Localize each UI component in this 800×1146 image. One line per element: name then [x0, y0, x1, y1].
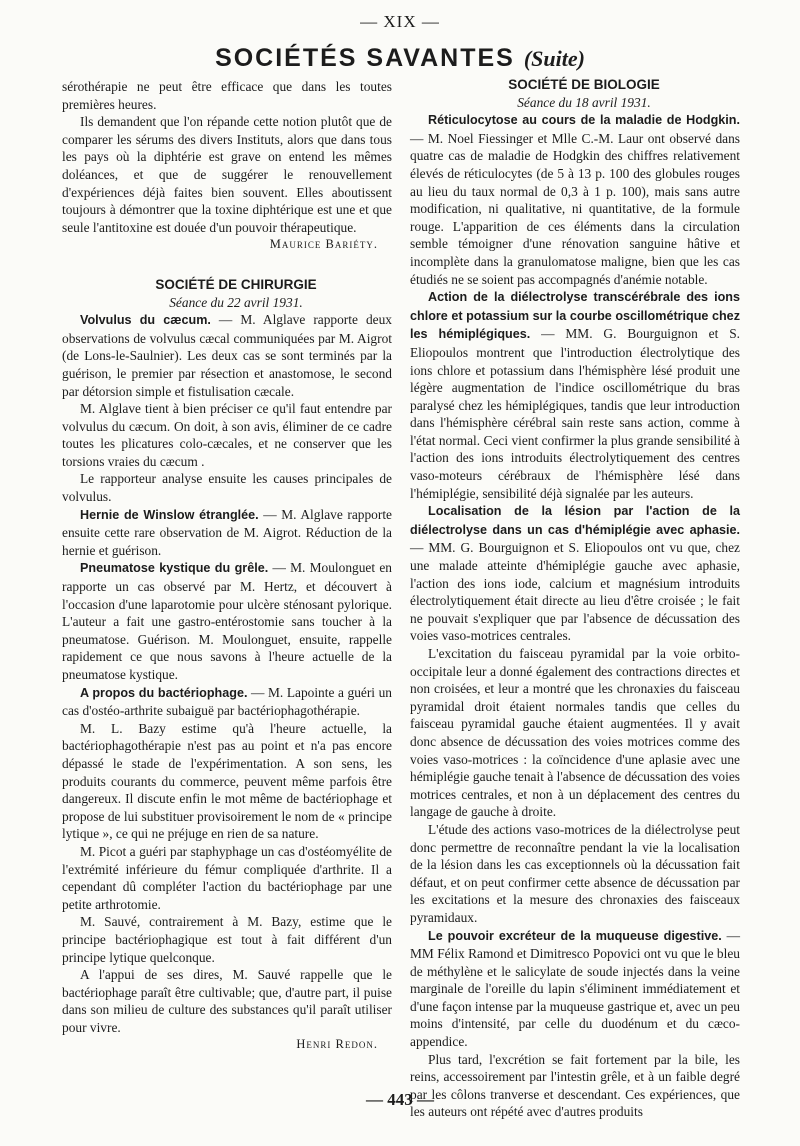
volvulus-paragraph: [62, 311, 392, 400]
biologie-section-title: SOCIÉTÉ DE BIOLOGIE: [508, 77, 660, 92]
sauve-paragraph: M. Sauvé, contrairement à M. Bazy, estime que le principe bactériophagique est tout à fait différent d'un principe lytique quelconque.: [62, 914, 392, 965]
dielectrolyse-paragraph: [410, 288, 740, 502]
title-text: SOCIÉTÉS SAVANTES: [215, 44, 515, 72]
demandent-paragraph: Ils demandent que l'on répande cette notion plutôt que de comparer les sérums des divers Instituts, alors que dans tous les pays où la diphtérie est grave on entend les mêmes doléances, et que de suggérer le renouvellement d'expériences déjà faites bien souvent. Elles aboutissent toujours à démontrer que la toxine diphtérique est une et que seule l'antitoxine est douée d'un pouvoir thérapeutique.: [62, 114, 392, 235]
alglave-paragraph: M. Alglave tient à bien préciser ce qu'il faut entendre par volvulus du cæcum. On doit, à son avis, éliminer de ce cadre toutes les plicatures colo-cæcales, et ne conserver que les torsions vraies du cæcum .: [62, 401, 392, 469]
volvulus-text: — M. Alglave rapporte deux observations de volvulus cæcal communiquées par M. Aigrot (de Lons-le-Saulnier). Les deux cas se sont terminés par la guérison, le premier par résection et anastomose, le second par détorsion simple et fistulisation cæcale.: [62, 312, 392, 399]
reticulocytose-paragraph: [410, 111, 740, 288]
excitation-paragraph: L'excitation du faisceau pyramidal par la voie orbito-occipitale leur a donné également des contractions directes et non croisées, et leur a montré que les chronaxies du faisceau pyramidal droit étaient normales tandis que celles du faisceau pyramidal gauche étaient augmentées. Il y avait donc absence de décussation des voies motrices comme des voies vaso-motrices : la coïncidence d'une aplasie avec une hémiplégie gauche tenait à l'absence de décussation des voies motrices centrales, et non à un déplacement des centres du langage de gauche à droite.: [410, 646, 740, 820]
rapporteur-paragraph: Le rapporteur analyse ensuite les causes principales de volvulus.: [62, 471, 392, 505]
continuation-paragraph: sérothérapie ne peut être efficace que dans les toutes premières heures.: [62, 79, 392, 112]
page-number: — 443 —: [366, 1090, 434, 1109]
roman-page-number: — XIX —: [360, 12, 440, 31]
appui-paragraph: A l'appui de ses dires, M. Sauvé rappelle que le bactériophage paraît être cultivable; que, d'autre part, il puise dans son milieu de culture des substances qu'il paraît utiliser pour vivre.: [62, 967, 392, 1035]
bacteriophage-text: — M. Lapointe a guéri un cas d'ostéo-arthrite subaiguë par bactériophagothérapie.: [62, 684, 392, 719]
hernie-paragraph: [62, 506, 392, 560]
excreteur-paragraph: [410, 927, 740, 1051]
volvulus-lead: Volvulus du cæcum.: [80, 313, 211, 328]
localisation-paragraph: [410, 502, 740, 645]
reticulocytose-lead: Réticulocytose au cours de la maladie de Hodgkin.: [428, 113, 740, 128]
chirurgie-section-title: SOCIÉTÉ DE CHIRURGIE: [155, 276, 317, 292]
excreteur-text: — MM Félix Ramond et Dimitresco Popovici ont vu que le bleu de méthylène et le salicylate de soude injectés dans la veine marginale de l'oreille du lapin s'éliminent immédiatement et d'une façon intense par la muqueuse gastrique et, avec un peu moins d'intensité, par celle du duodénum et du cæco-appendice.: [410, 927, 740, 1050]
etude-paragraph: L'étude des actions vaso-motrices de la diélectrolyse peut donc permettre de reconnaître pendant la vie la localisation de la lésion dans les cas exceptionnels où la décussation fait défaut, et on peut confirmer cette absence de décussation par les excitations et la mesure des chronaxies des faisceaux pyramidaux.: [410, 821, 740, 925]
dielectrolyse-text: — MM. G. Bourguignon et S. Eliopoulos montrent que l'introduction électrolytique des ions chlore et potassium dans l'hémisphère lésé produit une légère augmentation de l'indice oscillométrique du bras paralysé chez les hémiplégiques, tandis que leur introduction dans l'hémisphère cérébral sain reste sans action, comme à l'état normal. Ceci vient confirmer la plus grande sensibilité à l'action des ions introduits électrolytiquement des centres vaso-moteurs cérébraux de l'hémisphère lésé dans l'hémiplégie, sensibilité déjà signalée par les auteurs.: [410, 326, 740, 501]
page-title: [0, 44, 800, 73]
dielectrolyse-lead: Action de la diélectrolyse transcérébrale des ions chlore et potassium sur la courbe oscillométrique chez les hémiplégiques.: [410, 290, 740, 342]
hernie-lead: Hernie de Winslow étranglée.: [80, 507, 259, 522]
right-column: [410, 76, 740, 1121]
bacteriophage-paragraph: [62, 684, 392, 720]
excreteur-lead: Le pouvoir excréteur de la muqueuse digestive.: [428, 928, 722, 943]
pneumatose-lead: Pneumatose kystique du grêle.: [80, 561, 269, 576]
reticulocytose-text: — M. Noel Fiessinger et Mlle C.-M. Laur ont observé dans quatre cas de maladie de Hodgkin des chiffres relativement élevés de réticulocytes (de 5 à 13 p. 100 des globules rouges au lieu du taux normal de 0,3 à 1 p. 100), mais sans autre modification, ni qualitative, ni quantitative, de la formule rouge. L'apparition de ces éléments dans la circulation semble témoigner d'une rénovation sanguine hâtive et incomplète dans la granulomatose maligne, bien que les cas étudiés ne se soient pas accompagnés d'anémie notable.: [410, 130, 740, 287]
biologie-section-date: Séance du 18 avril 1931.: [517, 94, 651, 110]
pneumatose-paragraph: [62, 559, 392, 683]
hernie-text: — M. Alglave rapporte ensuite cette rare observation de M. Aigrot. Réduction de la hernie et guérison.: [62, 506, 392, 558]
tard-paragraph: Plus tard, l'excrétion se fait fortement par la bile, les reins, accessoirement par l'intestin grêle, et à un faible degré par les côlons tranverse et descendant. Ces expériences, que les auteurs ont répété avec d'autres produits: [410, 1051, 740, 1120]
pneumatose-text: — M. Moulonguet en rapporte un cas observé par M. Hertz, et découvert à l'occasion d'une laparotomie pour ulcère sténosant pylorique. L'auteur a fait une gastro-entérostomie sans toucher à la pneumatose. Guérison. M. Moulonguet, ensuite, rappelle rapidement ce que nous savons à l'heure actuelle de la pneumatose kystique.: [62, 560, 392, 682]
bacteriophage-lead: A propos du bactériophage.: [80, 685, 248, 700]
localisation-text: — MM. G. Bourguignon et S. Eliopoulos ont vu que, chez une malade atteinte d'hémiplégie gauche avec aphasie, l'action des ions iode, calcium et magnésium introduits électrolytiquement était directe au lieu d'être croisée ; le fait ne pouvait s'expliquer que par l'absence de décussation des voies vaso-motrices centrales.: [410, 540, 740, 644]
chirurgie-section-date: Séance du 22 avril 1931.: [169, 294, 303, 310]
left-column: [62, 78, 392, 1054]
picot-paragraph: M. Picot a guéri par staphyphage un cas d'ostéomyélite de l'extrémité inférieure du fémur compliquée d'arthrite. Il a cependant dû compléter l'action du bactériophage par une petite arthrotomie.: [62, 843, 392, 912]
localisation-lead: Localisation de la lésion par l'action de la diélectrolyse dans un cas d'hémiplégie avec aphasie.: [410, 504, 740, 537]
signature-bariety: Maurice Bariéty.: [269, 237, 378, 252]
title-suite: (Suite): [523, 46, 585, 71]
bazy-paragraph: M. L. Bazy estime qu'à l'heure actuelle, la bactériophagothérapie n'est pas au point et n'a pas encore dépassé le stade de l'expérimentation. A son sens, les produits courants du commerce, peuvent même parfois être dangereux. Il discute enfin le mot même de bactériophage et propose de lui substituer provisoirement le nom de « principe lytique », ce qui ne préjuge en rien de sa nature.: [62, 720, 392, 842]
signature-redon: Henri Redon.: [296, 1037, 378, 1052]
